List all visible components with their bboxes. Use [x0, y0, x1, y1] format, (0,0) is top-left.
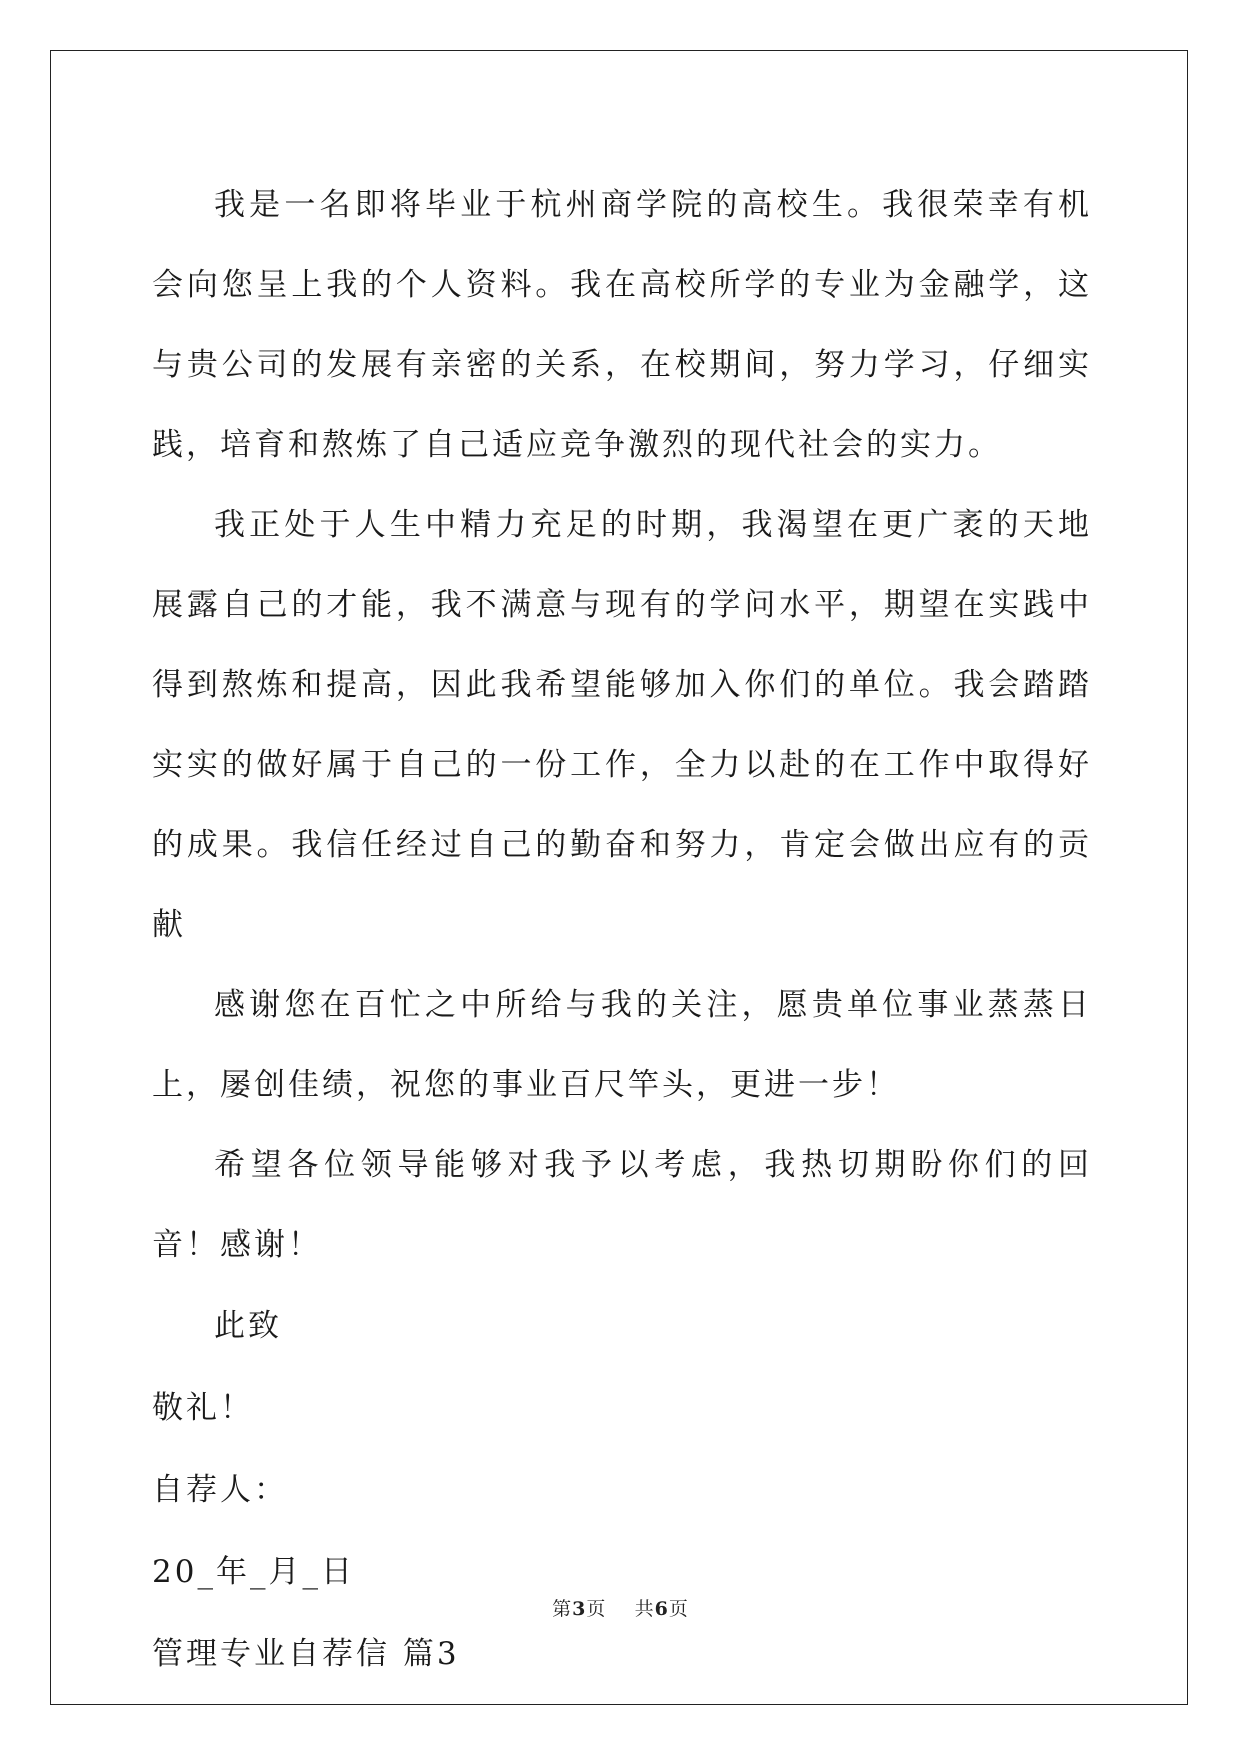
total-prefix: 共	[634, 1598, 655, 1620]
page-current: 3	[572, 1598, 587, 1620]
paragraph-4: 希望各位领导能够对我予以考虑，我热切期盼你们的回音！感谢！	[152, 1147, 1092, 1263]
page-prefix: 第	[552, 1598, 573, 1620]
paragraph-2: 我正处于人生中精力充足的时期，我渴望在更广袤的天地展露自己的才能，我不满意与现有的学问水平，期望在实践中得到熬炼和提高，因此我希望能够加入你们的单位。我会踏踏实实的做好属于自己的一份工作，全力以赴的在工作中取得好的成果。我信任经过自己的勤奋和努力，肯定会做出应有的贡献	[152, 507, 1092, 943]
signer-line: 自荐人：	[152, 1472, 288, 1508]
closing-line: 此致	[214, 1308, 282, 1344]
paragraph-1: 我是一名即将毕业于杭州商学院的高校生。我很荣幸有机会向您呈上我的个人资料。我在高校所学的专业为金融学，这与贵公司的发展有亲密的关系，在校期间，努力学习，仔细实践，培育和熬炼了自己适应竞争激烈的现代社会的实力。	[152, 187, 1092, 463]
page-footer	[0, 1594, 1241, 1621]
date-line: 20_年_月_日	[152, 1554, 355, 1590]
next-section-heading: 管理专业自荐信 篇3	[152, 1636, 460, 1672]
total-suffix: 页	[668, 1598, 689, 1620]
paragraph-3: 感谢您在百忙之中所给与我的关注，愿贵单位事业蒸蒸日上，屡创佳绩，祝您的事业百尺竿头，更进一步！	[152, 987, 1092, 1103]
page-total: 6	[654, 1598, 669, 1620]
salutation-line: 敬礼！	[152, 1390, 254, 1426]
page-suffix: 页	[586, 1598, 607, 1620]
letter-body	[152, 165, 1092, 1695]
